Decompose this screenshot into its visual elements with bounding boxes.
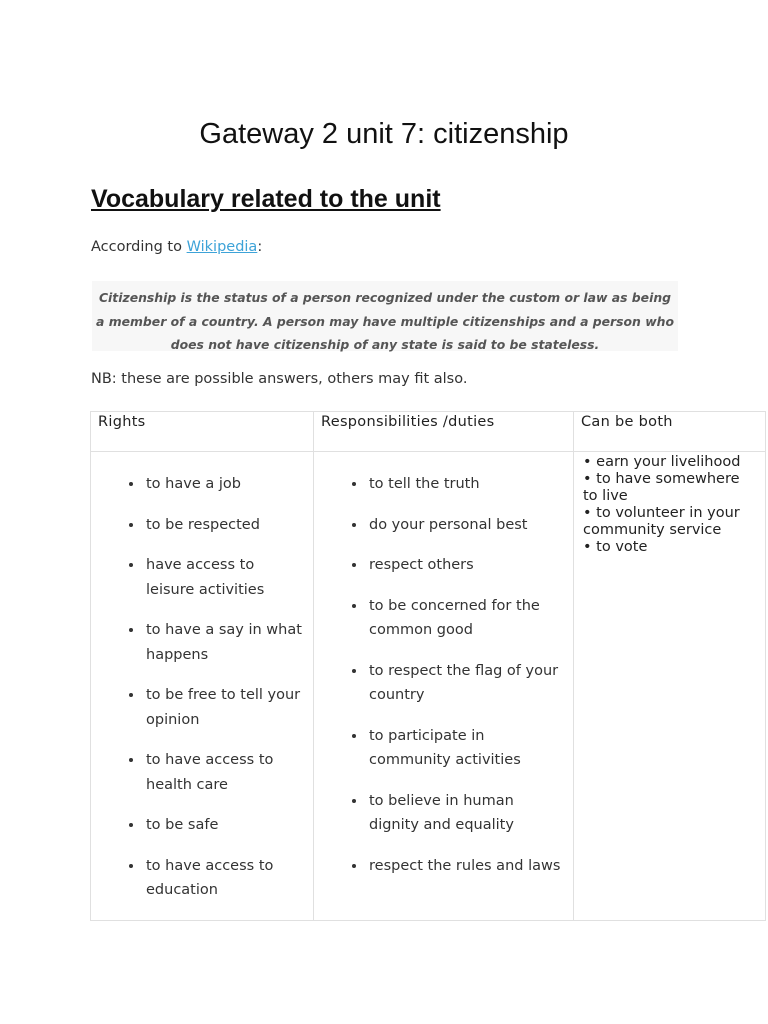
citizenship-quote: Citizenship is the status of a person recognized under the custom or law as being a member of a country. A person may have multiple citizenships and a person who does not have citizenship of any state is said to be stateless. xyxy=(92,281,678,351)
table-row xyxy=(91,452,766,921)
list-item: • to be concerned for the common good xyxy=(367,594,566,643)
list-item: • to have access to health care xyxy=(144,748,306,797)
both-list xyxy=(575,453,764,556)
list-item: • to be safe xyxy=(144,813,306,838)
responsibilities-list xyxy=(315,453,572,878)
list-item: • earn your livelihood xyxy=(583,454,741,470)
page-title: Gateway 2 unit 7: citizenship xyxy=(199,118,569,150)
intro-line xyxy=(91,239,262,255)
list-item: • to have a say in what happens xyxy=(144,618,306,667)
list-item: • to volunteer in your community service xyxy=(583,505,740,538)
list-item: • have access to leisure activities xyxy=(144,553,306,602)
responsibilities-cell xyxy=(314,452,574,921)
list-item: • respect the rules and laws xyxy=(367,854,566,879)
list-item: • to have somewhere to live xyxy=(583,471,740,504)
list-item: • to have a job xyxy=(144,472,306,497)
list-item: • to vote xyxy=(583,539,648,555)
rights-cell xyxy=(91,452,314,921)
intro-suffix: : xyxy=(257,239,263,255)
header-responsibilities: Responsibilities /duties xyxy=(314,412,574,452)
list-item: • respect others xyxy=(367,553,566,578)
list-item: • do your personal best xyxy=(367,513,566,538)
list-item: • to have access to education xyxy=(144,854,306,903)
wikipedia-link[interactable]: Wikipedia xyxy=(186,239,258,255)
header-rights: Rights xyxy=(91,412,314,452)
list-item: • to tell the truth xyxy=(367,472,566,497)
vocabulary-table xyxy=(90,411,766,921)
nb-note: NB: these are possible answers, others may fit also. xyxy=(91,371,468,387)
rights-list xyxy=(92,453,312,903)
section-heading: Vocabulary related to the unit xyxy=(91,185,441,213)
list-item: • to respect the flag of your country xyxy=(367,659,566,708)
intro-prefix: According to xyxy=(91,239,187,255)
list-item: • to be respected xyxy=(144,513,306,538)
header-both: Can be both xyxy=(574,412,766,452)
list-item: • to be free to tell your opinion xyxy=(144,683,306,732)
list-item: • to believe in human dignity and equality xyxy=(367,789,566,838)
both-cell xyxy=(574,452,766,921)
table-header-row xyxy=(91,412,766,452)
list-item: • to participate in community activities xyxy=(367,724,566,773)
